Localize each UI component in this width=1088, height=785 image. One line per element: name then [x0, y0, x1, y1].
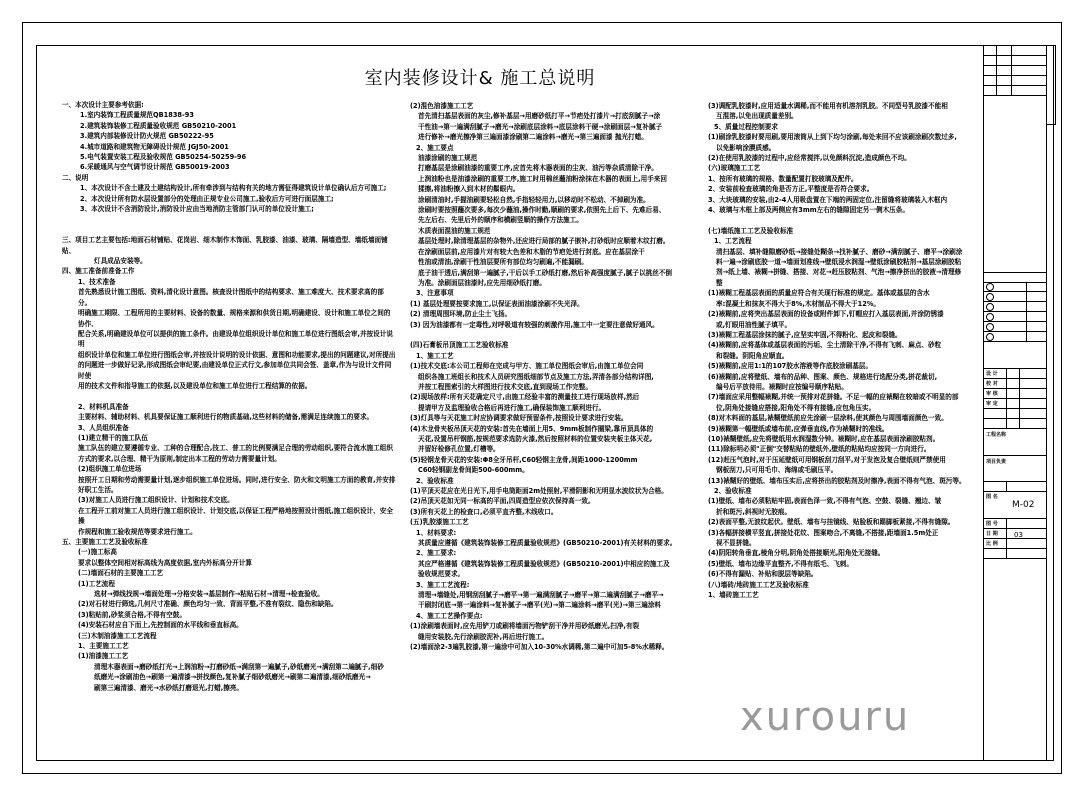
note-line: 或,钉眼用油性腻子填平。 [716, 320, 792, 329]
note-heading: (13)裱糊好的壁纸、墙布压实后,应将挤出的胶粘剂及时擦净,表面不得有气泡、斑污等。 [708, 476, 966, 485]
notes-column-left [62, 100, 396, 693]
note-heading: (2)现场放样:所有天花确定尺寸,由施工经验丰富的测量技工进行现场放样,然后 [410, 393, 640, 402]
note-heading: 1、按所有玻璃的规格、数量配置打胶玻璃及配件。 [708, 174, 858, 183]
revision-icon [986, 293, 994, 301]
note-line: 1、本次设计不含土建及土建结构设计,所有牵涉到与结构有关的地方需征得建筑设计单位确认后方可施工; [80, 184, 387, 193]
note-line: 好职工生活。 [78, 485, 118, 494]
note-heading: (4)阴阳转角垂直,棱角分明,阴角处搭接顺光,阳角处无接缝。 [708, 549, 885, 558]
note-heading: (2)墙面涂2-3遍乳胶漆,第一遍涂中可加入10-30%水调稀,第二遍中可加5-8%水稀释。 [410, 643, 669, 652]
note-line: 涂刷时要按照蘸次要多,每次少蘸油,操作时勤,顺刷的要求,依照先上后下、先难后易、 [418, 206, 666, 215]
note-line: 缝用安装胶,先行涂刷胶泥补,再后进行施工。 [418, 632, 549, 641]
note-line: 油漆涂刷的施工规范 [418, 154, 478, 163]
note-line: 揉擦,将油粉擦入到木材的鬃眼内。 [418, 185, 520, 194]
note-spacer [708, 215, 976, 225]
note-heading: (3)调配乳胶漆时,应用适量水调稀,而不能用有机溶剂乳胶。不同型号乳胶漆不能相 [708, 102, 948, 110]
note-line: 2.建筑装饰装修工程质量验收规范 GB50210-2001 [80, 121, 237, 130]
note-line: 性油或清油,涂刷干性油层要所有部位均匀刷遍,不能漏刷。 [418, 258, 588, 267]
note-line: C60轻钢副龙骨间距500-600mm。 [418, 466, 529, 475]
notes-column-middle [410, 101, 700, 653]
note-line: 为准。涂刷面层油漆时,应先用细砂纸打磨。 [418, 278, 546, 287]
note-line: 在工程开工前对施工人员进行施工组织设计、计划交底,以保证工程严格地按照设计图纸,施工组织设计、安全操 [78, 506, 393, 526]
note-heading: (6)不得有漏贴、补贴和脱层等缺陷。 [708, 570, 818, 579]
revision-icon [986, 323, 994, 331]
note-line: 2、施工要求: [416, 549, 457, 558]
note-line: 先左后右、先里后外的顺序和横刷竖顺的操作方法施工。 [418, 216, 583, 225]
note-spacer [62, 214, 396, 224]
note-line: 基层处理时,除清理基层的杂物外,还应进行局部的腻子嵌补,打砂纸时应顺着木纹打磨。 [418, 237, 670, 246]
tb-label-review: 审 核 [986, 391, 998, 397]
note-heading: (5)裱糊前,应用1:1的107胶水溶液等作底胶涂刷基层。 [708, 362, 872, 371]
note-heading: (2)在使用乳胶漆的过程中,应经常搅拌,以免颜料沉淀,造成颜色不均。 [708, 154, 911, 163]
note-line: 互混溶,以免出现质量差别。 [716, 112, 798, 121]
tb-label-approve: 审 定 [986, 401, 998, 407]
note-line: 2、材料机具准备 [78, 402, 129, 411]
note-heading: 二、说明 [62, 173, 89, 182]
note-line: 清扫基层、填补缝隙磨砂纸→接缝处糊条→找补腻子、磨砂→满刮腻子、磨平→涂刷涂 [716, 247, 963, 256]
tb-label-date: 日 期 [986, 531, 998, 537]
note-line: 并按工程图索引的大样图进行技术交底,直到现场工作完整。 [418, 382, 592, 391]
note-line: (1)建立精干的施工队伍 [78, 433, 148, 442]
note-line: 3、施工工艺流程: [416, 580, 470, 589]
revision-icon [986, 303, 994, 311]
note-line: 折和斑污,斜视时无胶痕。 [716, 507, 792, 516]
note-line: 底子油干透后,满刮第一遍腻子,干后以手工砂纸打磨,然后补高强度腻子,腻子以挑丝不倒 [418, 268, 672, 277]
note-heading: (2) 清理周围环境,防止尘土飞扬。 [410, 310, 512, 319]
title-block [983, 45, 1047, 761]
note-line: 验收规范要求。 [418, 570, 465, 579]
note-line: 和裂缝。阴阳角应顺直。 [716, 351, 789, 360]
note-line: 并留好检修孔位置,灯槽等。 [418, 445, 500, 454]
note-heading: (五)乳胶漆施工工艺 [410, 518, 469, 527]
note-heading: (2)吊顶天花如无同一标高的平面,四周造型应依次保持高一致。 [410, 497, 595, 506]
note-line: 3.建筑内部装修设计防火规范 GB50222-95 [80, 132, 214, 141]
note-line: 料一遍→涂刷底胶一道→墙面划准线→壁纸浸水润湿→壁纸涂刷胶粘剂→基层涂刷胶粘 [716, 258, 962, 267]
note-spacer [410, 330, 700, 340]
note-heading: (1)技术交底:本公司工程师在完成与甲方、施工单位图纸会审后,由施工单位会同 [410, 362, 644, 371]
note-heading: (1)平顶天花应在光日光下,用手电筒距面2m处照射,平滑阴影和无明显水波纹状为合格。 [410, 487, 668, 496]
revision-icon [986, 283, 994, 291]
note-heading: (12)赶压气泡时,对于压延壁纸可用钢板刮刀刮平,对于发泡及复合壁纸则严禁使用 [708, 455, 946, 464]
note-heading: (六)玻璃施工工艺 [708, 164, 761, 173]
note-line: 4.城市道路和建筑物无障碍设计规范 JGJ50-2001 [80, 142, 229, 151]
note-line: 用的技术文件和指导施工的依据,以及建设单位和施工单位进行工程结算的依据。 [78, 381, 312, 390]
note-line: (3)粘贴前,砂浆须合格,不得有空鼓。 [78, 610, 186, 619]
note-line: 3、本次设计不含消防设计,消防设计应由当地消防主管部门认可的单位设计施工; [80, 205, 314, 214]
notes-column-right [708, 101, 976, 600]
note-line: 组织各施工班组长和技术人员研究图纸细部节点及施工方法,弄清各部分结构详图, [418, 372, 654, 381]
note-line: 打磨基层是涂刷油漆的重要工序,应首先将木器表面的尘灰、油污等杂质清除干净。 [418, 164, 658, 173]
note-line: 提请甲方及监理验收合格后再进行施工,确保装饰施工顺利进行。 [418, 403, 606, 412]
tb-label-drawing-name: 图 名 [986, 494, 998, 500]
note-line: 1、工艺流程 [714, 237, 752, 246]
note-heading: (1)刷涂乳胶漆时要用刷,要用滚筒从上到下均匀涂刷,每处来回不应该刷涂刷次数过多, [708, 133, 957, 142]
note-line: 进行修补→磨光擦净第三遍面漆涂刷第二遍涂料→磨光→第三遍面漆 抛光打蜡。 [418, 133, 648, 142]
page-title: 室内装修设计& 施工总说明 [364, 68, 596, 89]
note-heading: (3)灯具等与天花施工时应协调要求做好预留条件,按照设计要求进行安装。 [410, 414, 628, 423]
note-line: 干性油→第一遍满刮腻子→磨光→涂刷底层涂料→底层涂料干硬→涂刷面层→复补腻子 [418, 122, 663, 131]
note-heading: (2)混色油漆施工工艺 [410, 102, 474, 110]
note-heading: (1)壁纸、墙布必须粘贴牢固,表面色泽一致,不得有气泡、空鼓、裂缝、翘边、皱 [708, 497, 942, 506]
note-line: 刷第三遍清漆、磨光→水砂纸打磨退光,打蜡,擦亮。 [94, 683, 244, 692]
note-line: 视不显拼缝。 [716, 539, 756, 548]
note-heading: 1、墙砖施工工艺 [708, 591, 759, 600]
note-heading: (4)木龙骨夹板吊顶天花的安装:首先在墙面上用5、9mm板制作圈梁,靠吊顶具体的 [410, 424, 654, 433]
tb-label-check: 校 对 [986, 381, 998, 387]
note-line: (二)墙面石材的主要施工工艺 [78, 569, 164, 578]
note-line: (2)组织施工单位进场 [78, 465, 142, 474]
note-heading: (2)表面平整,无波纹起伏。壁纸、墙布与挂镜线、贴脸板和踢脚板紧接,不得有缝隙。 [708, 518, 955, 527]
note-heading: (3)裱糊工程基层涂抹的腻子,应坚实牢固,不得粉化、起皮和裂缝。 [708, 330, 902, 339]
note-line: 在涂刷面层前,应用漆片对有较大色差和木脂的节疤处进行封底。应在基层涂干 [418, 247, 645, 256]
note-heading: (11)除标明必须"正倒"交替粘贴的壁纸外,壁纸的粘贴均应按同一方向进行。 [708, 445, 931, 454]
note-line: 1.室内装饰工程质量规范QB1838-93 [80, 111, 194, 120]
note-line: 配合关系,明确建设单位可以提供的施工条件。由建设单位组织设计单位和施工单位进行图纸会审,并按设计说明 [78, 329, 393, 349]
note-line: 2、验收标准 [714, 487, 752, 496]
note-line: 2、本次设计所有防水层设置部分的处理由正规专业公司施工,验收后方可进行面层施工; [80, 194, 334, 203]
revision-icon [986, 333, 994, 341]
note-heading: (9)裱糊第一幅壁纸或墙布前,应弹垂直线,作为裱糊时的准线。 [708, 424, 889, 433]
note-heading: (3) 因为油漆都有一定毒性,对呼吸道有较强的刺激作用,施工中一定要注意做好通风。 [410, 320, 659, 329]
tb-label-scale: 比 例 [986, 541, 998, 547]
note-line: 整 [716, 278, 723, 287]
note-line: 选材→弹线找规→墙面处理→分格安装→基层制作→粘贴石材→清理→检查验收。 [94, 590, 324, 599]
note-heading: (七)墙纸施工工艺及验收标准 [708, 226, 794, 235]
note-line: (4)安装石材应自下而上,先控制面的水平线和垂直标高。 [78, 621, 243, 630]
note-heading: 4、玻璃与木框上部及两侧应有3mm左右的缝隙固定另一侧木压条。 [708, 206, 909, 215]
watermark: xurouru [740, 694, 911, 740]
note-line: (一)施工标高 [78, 548, 117, 557]
note-heading: 三、项目工艺主要包括:地面石材铺贴、花岗岩、细木制作木饰面、乳胶漆、油漆、玻璃、隔墙造型、墙纸墙面铺贴、 [62, 236, 388, 255]
sheet-number: 03 [1014, 531, 1023, 539]
note-line: (1)工艺流程 [78, 579, 115, 588]
note-line: 木质表面混油的施工规范 [418, 226, 491, 235]
note-line: 其质量应遵循《建筑装饰装修工程质量验收规范》(GB50210-2001)有关材料的要求。 [418, 539, 677, 548]
note-heading: (3)所有天花上的检查口,必须平直齐整,木线收口。 [410, 507, 558, 516]
note-line: 施工队伍的建立要遵循专业、工种的合理配合,技工、普工的比例要满足合理的劳动组织,要符合流水施工组织 [78, 444, 393, 453]
note-line: 率:混凝土和抹灰不得大于8%,木材制品不得大于12%。 [716, 299, 880, 308]
note-line: 2、验收标准 [416, 476, 454, 485]
note-heading: (八)墙砖/地砖施工工艺及验收标准 [708, 580, 809, 589]
note-line: 其应严格遵循《建筑装饰装修工程质量验收规范》(GB50210-2001)中相应的施工及 [418, 559, 670, 568]
note-line: (1)油漆施工工艺 [78, 652, 129, 661]
drawing-number: M-02 [1012, 500, 1035, 510]
note-line: 1、主要施工工艺 [78, 642, 129, 651]
note-heading: (8)对木料面的基层,裱糊壁纸前应先涂刷一层涂料,使其颜色与周围墙面颜色一致。 [708, 414, 948, 423]
note-line: 首先熟悉设计施工图纸、资料,清化设计意图。核查设计图纸中的结构要求、施工难度大、技术要求高的部分。 [78, 288, 384, 307]
note-heading: (1)裱糊工程基层表面的质量应符合有关现行标准的规定。基体或基层的含水 [708, 289, 930, 298]
note-line: 清理→墙缝处,用钢刮刮腻子→磨平→第一遍满刮腻子→磨平→第二遍满刮腻子→磨平→ [418, 591, 664, 600]
note-heading: (7)墙面应采用整幅裱糊,并统一预排对花拼缝。不足一幅的应裱糊在较暗或不明显的部 [708, 393, 959, 402]
note-line: 清理木器表面→磨砂纸打光→上润油粉→打磨砂纸→满刮第一遍腻子,砂纸磨光→满刮第二遍腻子,细砂 [94, 662, 384, 671]
note-line: 方式的要求,以合理、精干为原则,制定出本工程的劳动力需要量计划。 [78, 454, 281, 463]
note-heading: (1)涂刷墙表面时,应先用铲刀或刷将墙面污物铲刮干净并用砂纸磨光,扫净,有裂 [410, 622, 640, 631]
note-line: 干刷封闭底→第一遍涂料→复补腻子→磨平(光)→第二遍涂料→磨平(光)→第三遍涂料 [418, 601, 662, 610]
note-line: 3、人员组织准备 [78, 423, 129, 432]
tb-label-project: 工程名称 [986, 432, 1007, 438]
note-line: 编号后平放待用。裱糊时应按编号顺序粘贴。 [716, 382, 848, 391]
note-line: 灯具成品安装等。 [94, 257, 147, 266]
note-line: (2)对石材进行筛选,几何尺寸准确、颜色均匀一致、背面平整,不准有裂纹、隐伤和缺陷。 [78, 600, 338, 609]
note-line: 主要材料、辅助材料、机具要保证施工顺利进行的物质基础,这些材料的储备,需满足连续施工的要求。 [78, 413, 374, 422]
note-heading: (1) 基层处理要按要求施工,以保证表面油漆涂刷不失光泽。 [410, 299, 584, 308]
note-line: 明确施工期限、工程所用的主要材料、设备的数量、规格来源和供货日期,明确建设、设计和施工单位之间的协作、 [78, 309, 391, 328]
note-line: 剂→纸上墙、裱糊→拼缝、搭接、对花→赶压胶粘剂、气泡→擦净挤出的胶液→清理修 [716, 268, 962, 277]
note-heading: 五、主要施工工艺及验收标准 [62, 538, 148, 547]
tb-label-lead: 项目负责 [986, 459, 1007, 465]
note-line: 4、施工工艺操作要点: [416, 611, 483, 620]
tb-label-drawing-no: 图 号 [986, 521, 998, 527]
note-line: 作规程和施工验收规范等要求进行施工。 [78, 527, 197, 536]
note-line: (三)木制油漆施工工艺流程 [78, 631, 157, 640]
note-line: 首先清扫基层表面的灰尘,修补基层→用磨砂纸打平→节疤处打漆片→打底刮腻子→涂 [418, 112, 661, 121]
revision-icon [986, 313, 994, 321]
note-line: 1、技术准备 [78, 277, 116, 286]
note-heading: 一、本次设计主要参考依据: [62, 101, 144, 109]
note-spacer [62, 225, 396, 235]
note-line: 5、质量过程控制要求 [714, 122, 778, 131]
note-line: 上润油粉也是油漆涂刷的重要工序,施工时用棉丝蘸油粉涂抹在木器的表面上,用手来回 [418, 174, 667, 183]
note-heading: 3、大块玻璃的安装,由2-4人用吸盘置在下端的两固定位,注留缝将玻璃装入木框内 [708, 195, 948, 204]
note-line: 1、材料要求: [416, 528, 457, 537]
note-heading: (6)裱糊前,应将壁纸、墙布的品种、图案、颜色、规格进行选配分类,拼花裁切, [708, 372, 938, 381]
note-line: 1、施工工艺 [416, 351, 454, 360]
note-line: 位,阴角处接缝应搭接,阳角处不得有接缝,应包角压实。 [716, 403, 876, 412]
note-line: (3)对施工人员进行施工组织设计、计划和技术交底。 [78, 496, 234, 505]
note-line: 钢板刮刀,只可用毛巾、海绵或毛刷压平。 [716, 466, 838, 475]
note-line: 的问题进一步做好记录,形成图纸会审纪要,由建设单位正式行文,参加单位共同会签、盖章,作为与设计文件同时使 [78, 361, 392, 380]
note-line: 3、注意事项 [416, 289, 454, 298]
note-line: 按照开工日期和劳动需要量计划,逐步组织施工单位进场。同时,进行安全、防火和文明施工方面的教育,并安排 [78, 475, 396, 484]
note-heading: (2)裱糊前,应将突出基层表面的设备或附件卸下,钉帽应打入基层表面,并涂防锈漆 [708, 310, 944, 319]
note-heading: (4)裱糊前,应将基体或基层表面的污垢、尘土清除干净,不得有飞刺、麻点、砂粒 [708, 341, 942, 350]
title-block-side-strip [1046, 45, 1056, 125]
note-heading: 2、安装前检查玻璃的角是否方正,平整度是否符合要求。 [708, 185, 874, 194]
note-spacer [62, 391, 396, 401]
note-line: 5.电气装置安装工程及验收规范 GB50254-50259-96 [80, 153, 247, 162]
note-heading: (5)壁纸、墙布边缘平直整齐,不得有纸毛、飞刺。 [708, 559, 853, 568]
note-line: 要求以整体空间相对标高线为高度依据,室内外标高分开计算 [78, 558, 252, 567]
note-line: 组织设计单位和施工单位进行图纸会审,并按设计说明的设计依据、意图和功能要求,提出的问题建议,对所提出 [78, 350, 396, 359]
note-heading: (四)石膏板吊顶施工工艺验收标准 [410, 341, 509, 350]
note-heading: 四、施工准备前准备工作 [62, 267, 135, 276]
note-heading: (5)轻钢龙骨天花的安装:Φ8全牙吊杆,C60轻钢主龙骨,间距1000-1200mm [410, 455, 638, 464]
note-line: 以免影响涂膜质感。 [716, 143, 776, 152]
note-line: 涂刷清油时,手握油刷要轻松自然,手指轻轻用力,以移动时不松动、不掉刷为准。 [418, 195, 650, 204]
note-heading: (10)裱糊壁纸,应先将壁纸用水润湿数分钟。裱糊时,应在基层表面涂刷胶粘剂。 [708, 434, 940, 443]
note-line: 天花,设置吊杆钢筋,按规范要求选防火漆,然后按照材料的位置安装夹板主体天花, [418, 434, 653, 443]
tb-label-design: 设 计 [986, 371, 998, 377]
note-line: 6.采暖通风与空气调节设计规范 GB50019-2003 [80, 163, 230, 172]
note-line: 2、施工要点 [416, 143, 454, 152]
note-heading: (3)各幅拼接横平竖直,拼接处花纹、图案吻合,不离缝,不搭接,距墙面1.5m处正 [708, 528, 939, 537]
note-line: 纸磨光→涂刷油色→刷第一遍清漆→拼找颜色,复补腻子细砂纸磨光→刷第二遍清漆,细砂纸磨光→ [94, 673, 371, 682]
